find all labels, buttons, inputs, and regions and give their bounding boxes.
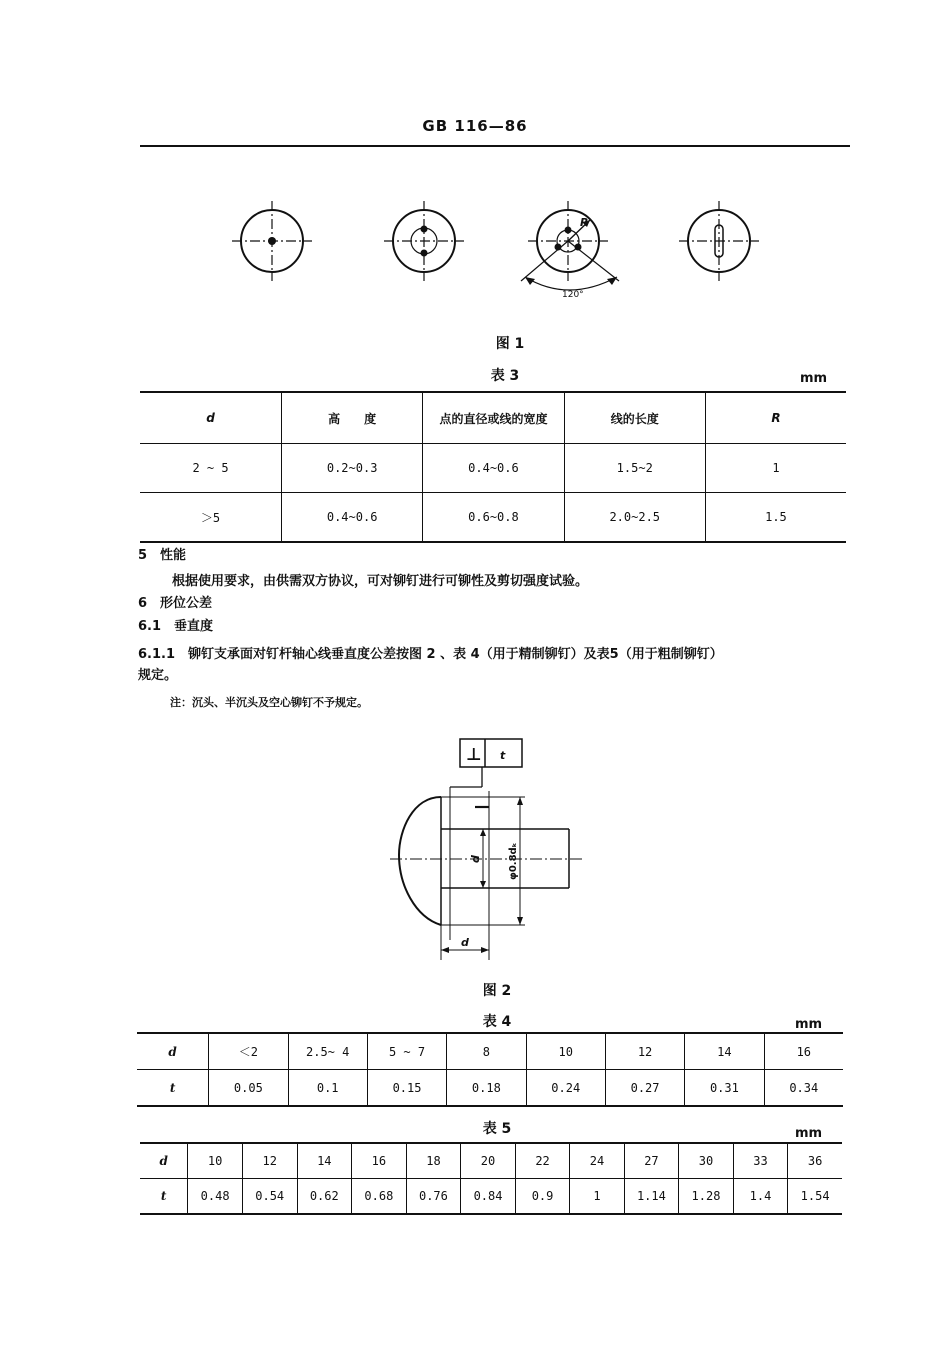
diameter-label: φ0.8dₖ	[508, 842, 519, 880]
table-cell: 16	[764, 1033, 843, 1070]
table-cell: 10	[526, 1033, 605, 1070]
table-cell: 20	[461, 1143, 516, 1179]
table-header-cell: 线的长度	[564, 392, 705, 444]
table-cell: 27	[624, 1143, 679, 1179]
figure-1-marking-diagrams	[225, 195, 770, 305]
section-6-heading: 6 形位公差	[138, 596, 213, 611]
table-cell: 16	[352, 1143, 407, 1179]
table-cell: 30	[679, 1143, 734, 1179]
table-cell: 12	[605, 1033, 684, 1070]
table-cell: 5 ~ 7	[367, 1033, 446, 1070]
header-rule	[140, 145, 850, 147]
angle-label: 120°	[562, 290, 584, 300]
table-header-cell: 点的直径或线的宽度	[423, 392, 564, 444]
section-6-1-heading: 6.1 垂直度	[138, 619, 214, 634]
table-cell: 36	[788, 1143, 842, 1179]
table-5	[140, 1142, 842, 1215]
table-cell: 1	[570, 1179, 624, 1215]
table-cell: 1.14	[624, 1179, 679, 1215]
radius-label: R	[580, 216, 589, 229]
table-cell: 0.4~0.6	[282, 493, 423, 543]
table-cell: 0.6~0.8	[423, 493, 564, 543]
table-cell: 0.54	[242, 1179, 297, 1215]
table-cell: 0.9	[515, 1179, 569, 1215]
table-cell: 0.84	[461, 1179, 516, 1215]
section-5-body: 根据使用要求，由供需双方协议，可对铆钉进行可铆性及剪切强度试验。	[172, 574, 589, 589]
table-cell: d	[140, 1143, 188, 1179]
table-cell: 0.24	[526, 1070, 605, 1107]
table-3-caption: 表 3	[490, 368, 520, 384]
table-cell: 0.2~0.3	[282, 444, 423, 493]
table-row	[140, 493, 846, 543]
section-6-1-1-line1: 6.1.1 铆钉支承面对钉杆轴心线垂直度公差按图 2 、表 4（用于精制铆钉）及表5（用于粗制铆钉）	[138, 647, 723, 662]
table-cell: 0.62	[297, 1179, 352, 1215]
table-cell: ＜2	[209, 1033, 288, 1070]
table-cell: 0.48	[188, 1179, 243, 1215]
table-5-unit: mm	[795, 1126, 823, 1141]
table-3	[140, 391, 846, 543]
table-cell: 1.5	[765, 510, 787, 524]
table-row	[137, 1033, 843, 1070]
table-header-cell: R	[705, 392, 846, 444]
table-3-unit: mm	[800, 371, 828, 386]
shank-diameter-label: d	[469, 855, 482, 863]
table-cell: 14	[297, 1143, 352, 1179]
table-cell: t	[140, 1179, 188, 1215]
table-row	[140, 1179, 842, 1215]
head-length-label: d	[461, 936, 469, 949]
table-cell: 1.54	[800, 1189, 830, 1203]
figure-1-caption: 图 1	[495, 336, 525, 352]
table-cell: 1.28	[679, 1179, 734, 1215]
table-cell: 0.34	[789, 1080, 819, 1095]
table-cell: 0.1	[288, 1070, 367, 1107]
table-5-caption: 表 5	[482, 1121, 512, 1137]
table-cell: 2.5~ 4	[288, 1033, 367, 1070]
table-4-caption: 表 4	[482, 1014, 512, 1030]
table-4	[137, 1032, 843, 1107]
table-cell: 0.27	[605, 1070, 684, 1107]
table-cell: 0.4~0.6	[423, 444, 564, 493]
table-cell: 1	[705, 444, 846, 493]
perpendicularity-symbol: ⊥	[466, 745, 482, 765]
table-4-unit: mm	[795, 1017, 823, 1032]
table-cell: d	[137, 1033, 209, 1070]
table-row	[137, 1070, 843, 1107]
table-header-cell: d	[140, 392, 282, 444]
table-cell: 1.5~2	[564, 444, 705, 493]
tolerance-label: t	[500, 749, 506, 762]
table-cell: 18	[406, 1143, 461, 1179]
table-cell: 33	[733, 1143, 787, 1179]
table-header-cell: 高 度	[282, 392, 423, 444]
table-cell: 14	[685, 1033, 764, 1070]
table-cell: 0.31	[685, 1070, 764, 1107]
section-6-note: 注：沉头、半沉头及空心铆钉不予规定。	[170, 696, 368, 709]
table-cell: 22	[515, 1143, 569, 1179]
table-cell: 8	[447, 1033, 526, 1070]
section-6-1-1-line2: 规定。	[138, 668, 178, 683]
table-cell: 2.0~2.5	[564, 493, 705, 543]
table-row	[140, 444, 846, 493]
figure-2-rivet-diagram	[385, 735, 590, 965]
table-cell: ＞5	[140, 493, 282, 543]
table-row	[140, 392, 846, 444]
table-cell: 0.76	[406, 1179, 461, 1215]
figure-2-caption: 图 2	[482, 983, 512, 999]
table-cell: 0.68	[352, 1179, 407, 1215]
table-cell: 12	[242, 1143, 297, 1179]
table-cell: 0.18	[447, 1070, 526, 1107]
table-cell: 1.4	[733, 1179, 787, 1215]
table-cell: t	[137, 1070, 209, 1107]
table-cell: 10	[188, 1143, 243, 1179]
table-cell: 0.15	[367, 1070, 446, 1107]
table-cell: 0.05	[209, 1070, 288, 1107]
table-cell: 24	[570, 1143, 624, 1179]
table-row	[140, 1143, 842, 1179]
section-5-heading: 5 性能	[138, 548, 187, 563]
page-header-title: GB 116—86	[422, 117, 528, 135]
table-cell: 2 ~ 5	[140, 444, 282, 493]
